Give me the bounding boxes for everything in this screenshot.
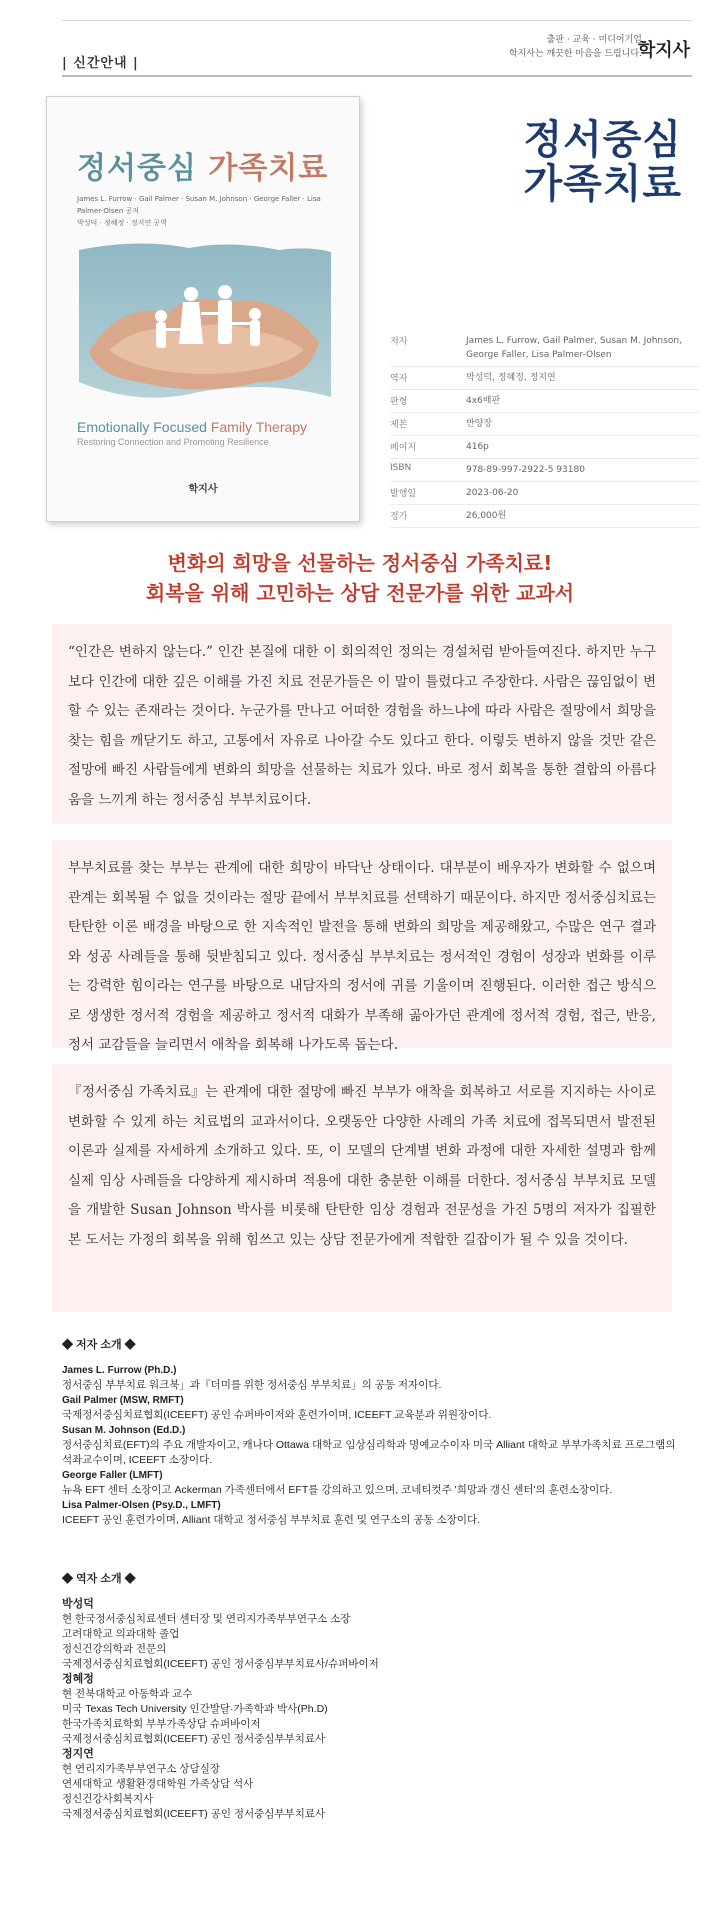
headline-line-2: 회복을 위해 고민하는 상담 전문가를 위한 교과서 [145,581,575,605]
translator-line: 미국 Texas Tech University 인간발달·가족학과 박사(Ph.D) [62,1703,328,1715]
info-key: 페이지 [390,443,417,453]
info-value: 416p [466,442,489,452]
cover-author-list: James L. Furrow · Gail Palmer · Susan M. Johnson · George Faller · Lisa Palmer-Olsen 공저 [77,195,321,215]
author-desc: 뉴욕 EFT 센터 소장이고 Ackerman 가족센터에서 EFT를 강의하고 있으며, 코네티컷주 '희망과 갱신 센터'의 훈련소장이다. [62,1484,613,1496]
author-desc: 국제정서중심치료협회(ICEEFT) 공인 슈퍼바이저와 훈련가이며, ICEEFT 교육분과 위원장이다. [62,1409,492,1421]
cover-authors [77,193,347,229]
info-row-translator [390,367,700,390]
translator-line: 국제정서중심치료협회(ICEEFT) 공인 정서중심부부치료사 [62,1808,326,1820]
author-item [62,1363,682,1393]
info-value: 26,000원 [466,511,507,521]
author-name: Gail Palmer (MSW, RMFT) [62,1395,184,1406]
info-row-pages [390,436,700,459]
book-title-line-2: 가족치료 [523,161,682,207]
promo-headline [0,548,720,608]
book-title-line-1: 정서중심 [523,117,682,163]
info-key: 발행일 [390,489,417,499]
book-info-table [390,330,700,528]
info-row-binding [390,413,700,436]
author-desc: ICEEFT 공인 훈련가이며, Alliant 대학교 정서중심 부부치료 훈련 및 연구소의 공동 소장이다. [62,1514,481,1526]
author-section [62,1338,682,1528]
translator-line: 고려대학교 의과대학 졸업 [62,1628,180,1640]
translator-item [62,1672,682,1747]
cover-english-title [77,419,307,435]
publisher-tag-2: 학지사는 깨끗한 마음을 드립니다. [508,49,642,59]
info-row-date [390,482,700,505]
translator-name: 박성덕 [62,1598,94,1610]
author-name: Susan M. Johnson (Ed.D.) [62,1425,186,1436]
section-label: | 신간안내 | [62,56,139,71]
author-item [62,1423,682,1468]
publisher-tagline [509,33,642,61]
author-item [62,1498,682,1528]
author-desc: 정서중심 부부치료 워크북」과『더미를 위한 정서중심 부부치료」의 공동 저자이다. [62,1379,442,1391]
author-section-title: ◆ 저자 소개 ◆ [62,1339,136,1351]
publisher-tag-1: 출판 · 교육 · 미디어기업 [546,35,642,45]
intro-paragraph-1: “인간은 변하지 않는다.” 인간 본질에 대한 이 회의적인 정의는 경설처럼 받아들여진다. 하지만 누구보다 인간에 대한 깊은 이해를 가진 치료 전문가들은 이 말이 틀렸다고 주장한다. 사람은 끊임없이 변할 수 있는 존재라는 것이다. 누군가를 만나고 어떠한 경험을 하느냐에 따라 사람은 절망에서 희망을 찾는 힘을 깨닫기도 하고, 고통에서 자유로 나아갈 수도 있다고 한다. 이렇듯 변하지 않을 것만 같은 절망에 빠진 사람들에게 변화의 희망을 선물하는 치료가 있다. 바로 정서 회복을 통한 결합의 아름다움을 느끼게 하는 정서중심 부부치료이다. [52,624,672,824]
info-key: 제본 [390,420,408,430]
intro-paragraph-2: 부부치료를 찾는 부부는 관계에 대한 희망이 바닥난 상태이다. 대부분이 배우자가 변화할 수 없으며 관계는 회복될 수 없을 것이라는 절망 끝에서 부부치료를 선택하기 때문이다. 하지만 정서중심치료는 탄탄한 이론 배경을 바탕으로 한 지속적인 발전을 통해 변화의 희망을 제공해왔고, 수많은 연구 결과와 성공 사례들을 통해 뒷받침되고 있다. 정서중심 부부치료는 정서적인 경험이 성장과 변화를 이루는 강력한 힘이라는 연구를 바탕으로 내담자의 정서에 귀를 기울이며 진행된다. 이러한 접근 방식으로 생생한 정서적 경험을 제공하고 정서적 대화가 부족해 곪아가던 관계에 정서적 경험, 접근, 반응, 정서 교감들을 늘리면서 애착을 회복해 나가도록 돕는다. [52,840,672,1048]
cover-publisher: 학지사 [188,484,218,495]
info-row-price [390,505,700,528]
cover-title-a: 정서중심 [77,151,209,186]
info-key: ISBN [390,463,412,473]
publisher-logo: 학지사 [637,40,690,61]
cover-hands-family-illustration [79,232,331,492]
info-row-isbn [390,459,700,482]
info-key: 역자 [390,374,408,384]
author-item [62,1468,682,1498]
translator-item [62,1747,682,1822]
info-value: James L. Furrow, Gail Palmer, Susan M. Johnson, George Faller, Lisa Palmer-Olsen [466,336,682,360]
info-key: 저자 [390,337,408,347]
info-key: 정가 [390,512,408,522]
author-name: James L. Furrow (Ph.D.) [62,1365,177,1376]
cover-title-b: 가족치료 [208,151,329,186]
translator-line: 현 연리지가족부부연구소 상담실장 [62,1763,220,1775]
cover-en-a: Emotionally Focused [77,419,211,435]
header-divider [62,75,692,77]
translator-section [62,1572,682,1822]
headline-line-1: 변화의 희망을 선물하는 정서중심 가족치료! [167,551,553,575]
translator-line: 한국가족치료학회 부부가족상담 슈퍼바이저 [62,1718,261,1730]
translator-line: 정신건강의학과 전문의 [62,1643,167,1655]
cover-title [77,143,328,187]
translator-line: 정신건강사회복지사 [62,1793,154,1805]
info-value: 2023-06-20 [466,488,519,498]
info-row-author [390,330,700,367]
info-value: 978-89-997-2922-5 93180 [466,465,585,475]
translator-line: 국제정서중심치료협회(ICEEFT) 공인 정서중심부부치료사 [62,1733,326,1745]
info-value: 박성덕, 정혜정, 정지연 [466,373,556,383]
translator-line: 현 한국정서중심치료센터 센터장 및 연리지가족부부연구소 소장 [62,1613,351,1625]
translator-line: 현 전북대학교 아동학과 교수 [62,1688,193,1700]
cover-translator-list: 박성덕 · 정혜정 · 정지연 공역 [77,219,167,227]
translator-line: 국제정서중심치료협회(ICEEFT) 공인 정서중심부부치료사/슈퍼바이저 [62,1658,379,1670]
translator-name: 정지연 [62,1748,94,1760]
translator-item [62,1597,682,1672]
book-title [523,118,682,206]
author-name: George Faller (LMFT) [62,1470,163,1481]
header-top-rule [62,20,692,21]
author-name: Lisa Palmer-Olsen (Psy.D., LMFT) [62,1500,221,1511]
author-desc: 정서중심치료(EFT)의 주요 개발자이고, 캐나다 Ottawa 대학교 임상심리학과 명예교수이자 미국 Alliant 대학교 부부가족치료 프로그램의 석좌교수이며, ICEEFT 소장이다. [62,1439,676,1466]
translator-line: 연세대학교 생활환경대학원 가족상담 석사 [62,1778,254,1790]
info-value: 4x6배판 [466,396,501,406]
info-key: 판형 [390,397,408,407]
info-value: 반양장 [466,419,493,429]
author-item [62,1393,682,1423]
cover-english-subtitle: Restoring Connection and Promoting Resilience [77,437,269,447]
book-cover [46,96,360,522]
translator-section-title: ◆ 역자 소개 ◆ [62,1573,136,1585]
info-row-format [390,390,700,413]
translator-name: 정혜정 [62,1673,94,1685]
cover-en-b: Family Therapy [210,419,308,435]
intro-paragraph-3: 『정서중심 가족치료』는 관계에 대한 절망에 빠진 부부가 애착을 회복하고 서로를 지지하는 사이로 변화할 수 있게 하는 치료법의 교과서이다. 오랫동안 다양한 사례의 가족 치료에 접목되면서 발전된 이론과 실제를 자세하게 소개하고 있다. 또, 이 모델의 단계별 변화 과정에 대한 자세한 설명과 함께 실제 임상 사례들을 다양하게 제시하며 적용에 대한 충분한 이해를 더한다. 정서중심 부부치료 모델을 개발한 Susan Johnson 박사를 비롯해 탄탄한 임상 경험과 전문성을 가진 5명의 저자가 집필한 본 도서는 가정의 회복을 위해 힘쓰고 있는 상담 전문가에게 적합한 길잡이가 될 수 있을 것이다. [52,1064,672,1312]
